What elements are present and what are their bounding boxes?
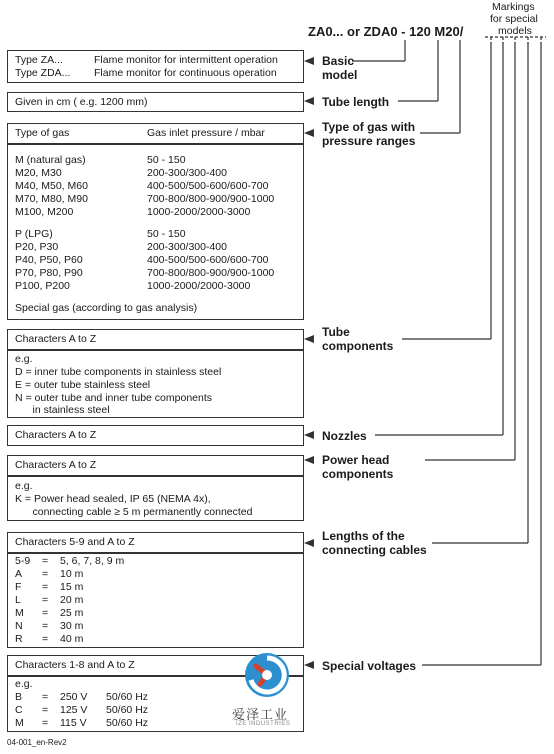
gas-pressure: 400-500/500-600/600-700 — [147, 180, 269, 192]
gas-pressure: 200-300/300-400 — [147, 167, 227, 179]
basic-model-type-za: Type ZA... — [15, 54, 63, 66]
markings-line-2: for special — [490, 13, 538, 25]
power-head-label-2: components — [322, 467, 394, 481]
cables-head: Characters 5-9 and A to Z — [15, 536, 135, 548]
footer-code: 04-001_en-Rev2 — [7, 738, 67, 747]
markings-line-1: Markings — [492, 1, 535, 13]
cable-length: 20 m — [60, 594, 84, 606]
gas-special: Special gas (according to gas analysis) — [15, 302, 198, 314]
gas-pressure: 1000-2000/2000-3000 — [147, 206, 251, 218]
cable-code: R — [15, 633, 23, 645]
tube-components-label-1: Tube — [322, 325, 350, 339]
gas-header-box — [7, 123, 304, 144]
power-head-line: e.g. — [15, 480, 33, 492]
ize-logo-en: IZE INDUSTRIES — [236, 721, 291, 727]
voltage-value: 250 V — [60, 691, 88, 703]
gas-type: P40, P50, P60 — [15, 254, 83, 266]
gas-type: M100, M200 — [15, 206, 74, 218]
gas-type: M (natural gas) — [15, 154, 86, 166]
voltage-value: 125 V — [60, 704, 88, 716]
gas-pressure: 1000-2000/2000-3000 — [147, 280, 251, 292]
gas-type: P70, P80, P90 — [15, 267, 83, 279]
cable-code: L — [15, 594, 21, 606]
power-head-line: connecting cable ≥ 5 m permanently connected — [15, 506, 253, 518]
tube-components-head-box — [7, 329, 304, 350]
cable-code: A — [15, 568, 23, 580]
cable-length: 40 m — [60, 633, 84, 645]
cables-head-box — [7, 532, 304, 553]
gas-type: P20, P30 — [15, 241, 59, 253]
tube-components-line: N = outer tube and inner tube components — [15, 392, 213, 404]
cable-code: M — [15, 607, 24, 619]
power-head-line: K = Power head sealed, IP 65 (NEMA 4x), — [15, 493, 211, 505]
tube-length-box — [7, 92, 304, 112]
cable-length: 15 m — [60, 581, 84, 593]
tube-components-body-box — [7, 350, 304, 418]
gas-label-2: pressure ranges — [322, 134, 416, 148]
ize-logo-cn: 爱泽工业 — [232, 707, 289, 722]
basic-model-type-zda: Type ZDA... — [15, 67, 71, 79]
voltage-code: B — [15, 691, 23, 703]
gas-type: P (LPG) — [15, 228, 53, 240]
tube-length-text: Given in cm ( e.g. 1200 mm) — [15, 96, 148, 108]
cable-length: 25 m — [60, 607, 84, 619]
voltage-freq: 50/60 Hz — [106, 691, 149, 703]
markings-line-3: models — [498, 25, 532, 37]
power-head-head-box — [7, 455, 304, 476]
power-head-body-box — [7, 476, 304, 521]
cables-label-1: Lengths of the — [322, 529, 405, 543]
voltages-eg: e.g. — [15, 678, 33, 690]
cable-code: 5-9 — [15, 555, 31, 567]
voltage-freq: 50/60 Hz — [106, 717, 149, 729]
gas-table-box — [7, 144, 304, 320]
cable-length: 10 m — [60, 568, 84, 580]
gas-pressure: 700-800/800-900/900-1000 — [147, 193, 275, 205]
voltage-value: 115 V — [60, 717, 87, 729]
gas-pressure: 200-300/300-400 — [147, 241, 227, 253]
basic-model-desc-zda: Flame monitor for continuous operation — [94, 67, 277, 79]
basic-model-label-2: model — [322, 68, 358, 82]
voltage-code: M — [15, 717, 24, 729]
voltages-body-box: e.g. B = 250 V 50/60 Hz C = 125 V 50/60 Hz M = 115 V 50/60 Hz — [7, 676, 304, 732]
power-head-head: Characters A to Z — [15, 459, 97, 471]
nozzles-label: Nozzles — [322, 429, 367, 443]
nozzles-box — [7, 425, 304, 446]
gas-col-pressure: Gas inlet pressure / mbar — [147, 127, 265, 139]
basic-model-label-1: Basic — [322, 54, 355, 68]
gas-col-type: Type of gas — [15, 127, 70, 139]
voltages-head: Characters 1-8 and A to Z — [15, 659, 135, 671]
cables-label-2: connecting cables — [322, 543, 427, 557]
ize-logo-icon — [244, 652, 290, 698]
tube-length-label: Tube length — [322, 95, 390, 109]
gas-type: M70, M80, M90 — [15, 193, 88, 205]
gas-pressure: 50 - 150 — [147, 154, 186, 166]
cables-body-box: 5-9 = 5, 6, 7, 8, 9 m A = 10 m F = 15 m L = 20 m M = 25 m N = 30 m R = 40 m — [7, 553, 304, 648]
ize-logo — [232, 652, 302, 742]
gas-type: M40, M50, M60 — [15, 180, 88, 192]
basic-model-desc-za: Flame monitor for intermittent operation — [94, 54, 278, 66]
cable-code: F — [15, 581, 22, 593]
tube-components-line: e.g. — [15, 353, 33, 365]
gas-type: M20, M30 — [15, 167, 62, 179]
gas-pressure: 50 - 150 — [147, 228, 186, 240]
tube-components-line: E = outer tube stainless steel — [15, 379, 151, 391]
basic-model-box — [7, 50, 304, 83]
tube-components-line: D = inner tube components in stainless steel — [15, 366, 222, 378]
tube-components-head: Characters A to Z — [15, 333, 97, 345]
model-code: ZA0... or ZDA0 - 120 M20/ — [308, 24, 464, 39]
voltages-label: Special voltages — [322, 659, 417, 673]
gas-label-1: Type of gas with — [322, 120, 416, 134]
voltage-freq: 50/60 Hz — [106, 704, 149, 716]
tube-components-line: in stainless steel — [15, 404, 110, 416]
power-head-label-1: Power head — [322, 453, 390, 467]
gas-pressure: 700-800/800-900/900-1000 — [147, 267, 275, 279]
gas-pressure: 400-500/500-600/600-700 — [147, 254, 269, 266]
nozzles-head: Characters A to Z — [15, 429, 97, 441]
gas-type: P100, P200 — [15, 280, 70, 292]
cable-length: 30 m — [60, 620, 84, 632]
cable-code: N — [15, 620, 23, 632]
tube-components-label-2: components — [322, 339, 394, 353]
voltage-code: C — [15, 704, 23, 716]
cable-length: 5, 6, 7, 8, 9 m — [60, 555, 125, 567]
